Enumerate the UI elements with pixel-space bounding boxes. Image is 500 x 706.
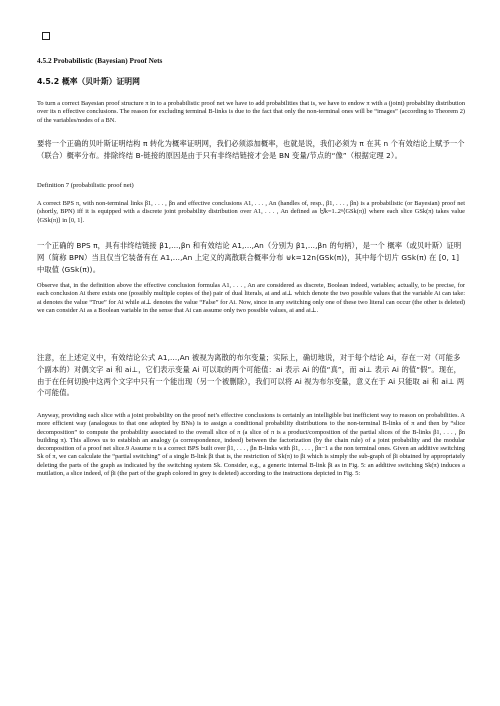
paragraph-3-en: Observe that, in the definition above the effective conclusion formulas A1, . . . , An are considered as discrete, Boolean indeed, variables; actually, to be precise, for each conclusion Ai there exists one (possibly multiple copies of the) pair of dual literals, ai and ai⊥ which denote the two possible values that the variable Ai can take: ai denotes the value “True” for Ai while ai⊥ denotes the value “False” for Ai. Now, since in any switching only one of these two literal can occur (the other is deleted) we can consider Ai as a Boolean variable in the sense that Ai can assume only two possible values, ai and ai⊥. xyxy=(37,282,465,314)
paragraph-1-zh: 要将一个正确的贝叶斯证明结构 π 转化为概率证明网，我们必须添加概率，也就是说，我们必须为 π 在其 n 个有效结论上赋予一个（联合）概率分布。排除终结 B-链接的原因是由于只有非终结链接才会是 BN 变量/节点的“像”（根据定理 2）。 xyxy=(37,139,465,160)
paragraph-4-en: Anyway, providing each slice with a joint probability on the proof net’s effective conclusions is certainly an intelligible but inefficient way to reason on probabilities. A more efficient way (analogous to that one adopted by BNs) is to assign a conditional probability distributions to the non-terminal B-links of π and then by “slice decomposition” to compute the probability associated to the overall slice of π (a slice of π is a product/composition of the partial slices of the B-links β1, . . . , βn building π). This allows us to establish an analogy (a correspondence, indeed) between the factorization (by the chain rule) of a joint probability and the modular decomposition of a proof net slice.9 Assume π is a correct BPS built over β1, . . . , βn B-links with β1, . . . , βn−1 a the non terminal ones. Given an additive switching Sk of π, we can calculate the “partial switching” of a single B-link βi that is, the restriction of Sk(π) to βi which is simply the sub-graph of βi obtained by appropriately deleting the parts of the graph as indicated by the switching system Sk. Consider, e.g., a generic internal B-link βi as in Fig. 5: an additive switching Sk(π) induces a mutilation, a slice indeed, of βi (the part of the graph colored in grey is deleted) according to the instructions depicted in Fig. 5: xyxy=(37,412,465,478)
paragraph-1-en: To turn a correct Bayesian proof structure π in to a probabilistic proof net we have to add probabilities that is, we have to endow π with a (joint) probability distribution over its n effective conclusions. The reason for excluding terminal B-links is due to the fact that only the non-terminal ones will be “images” (according to Theorem 2) of the variables/nodes of a BN. xyxy=(37,100,465,124)
section-title-zh: 4.5.2 概率（贝叶斯）证明网 xyxy=(37,77,140,86)
definition-label: Definition 7 (probabilistic proof net) xyxy=(37,182,134,189)
section-title: 4.5.2 Probabilistic (Bayesian) Proof Nets xyxy=(37,56,163,65)
paragraph-3-zh: 注意，在上述定义中，有效结论公式 A1,...,An 被视为离散的布尔变量；实际上，确切地说，对于每个结论 Ai，存在一对（可能多个副本的）对偶文字 ai 和 ai⊥，它们表示变量 Ai 可以取的两个可能值：ai 表示 Ai 的值“真”，而 ai⊥ 表示 Ai 的值“假”。现在，由于在任何切换中这两个文字中只有一个能出现（另一个被删除），我们可以将 Ai 视为布尔变量，意义在于 Ai 只能取 ai 和 ai⊥ 两个可能值。 xyxy=(37,353,465,398)
checkbox-icon[interactable] xyxy=(42,32,50,40)
paragraph-2-en: A correct BPS π, with non-terminal links β1, . . . , βn and effective conclusions A1, . . . , An (handles of, resp., β1, . . . , βn) is a probabilistic (or Bayesian) proof net (shortly, BPN) iff it is equipped with a discrete joint probability distribution over A1, . . . , An defined as ⨄k=1..2ⁿ⟨GSk(π)⟩ where each slice GSk(π) takes value ⟨GSk(π)⟩ in [0, 1]. xyxy=(37,200,465,224)
paragraph-2-zh: 一个正确的 BPS π，具有非终结链接 β1,...,βn 和有效结论 A1,...,An（分别为 β1,...,βn 的句柄），是一个 概率（或贝叶斯）证明网（简称 BPN）当且仅当它装备有在 A1,...,An 上定义的离散联合概率分布 ⊎k=12n⟨GSk(π)⟩，其中每个切片 GSk(π) 在 [0, 1] 中取值 ⟨GSk(π)⟩。 xyxy=(37,241,462,274)
